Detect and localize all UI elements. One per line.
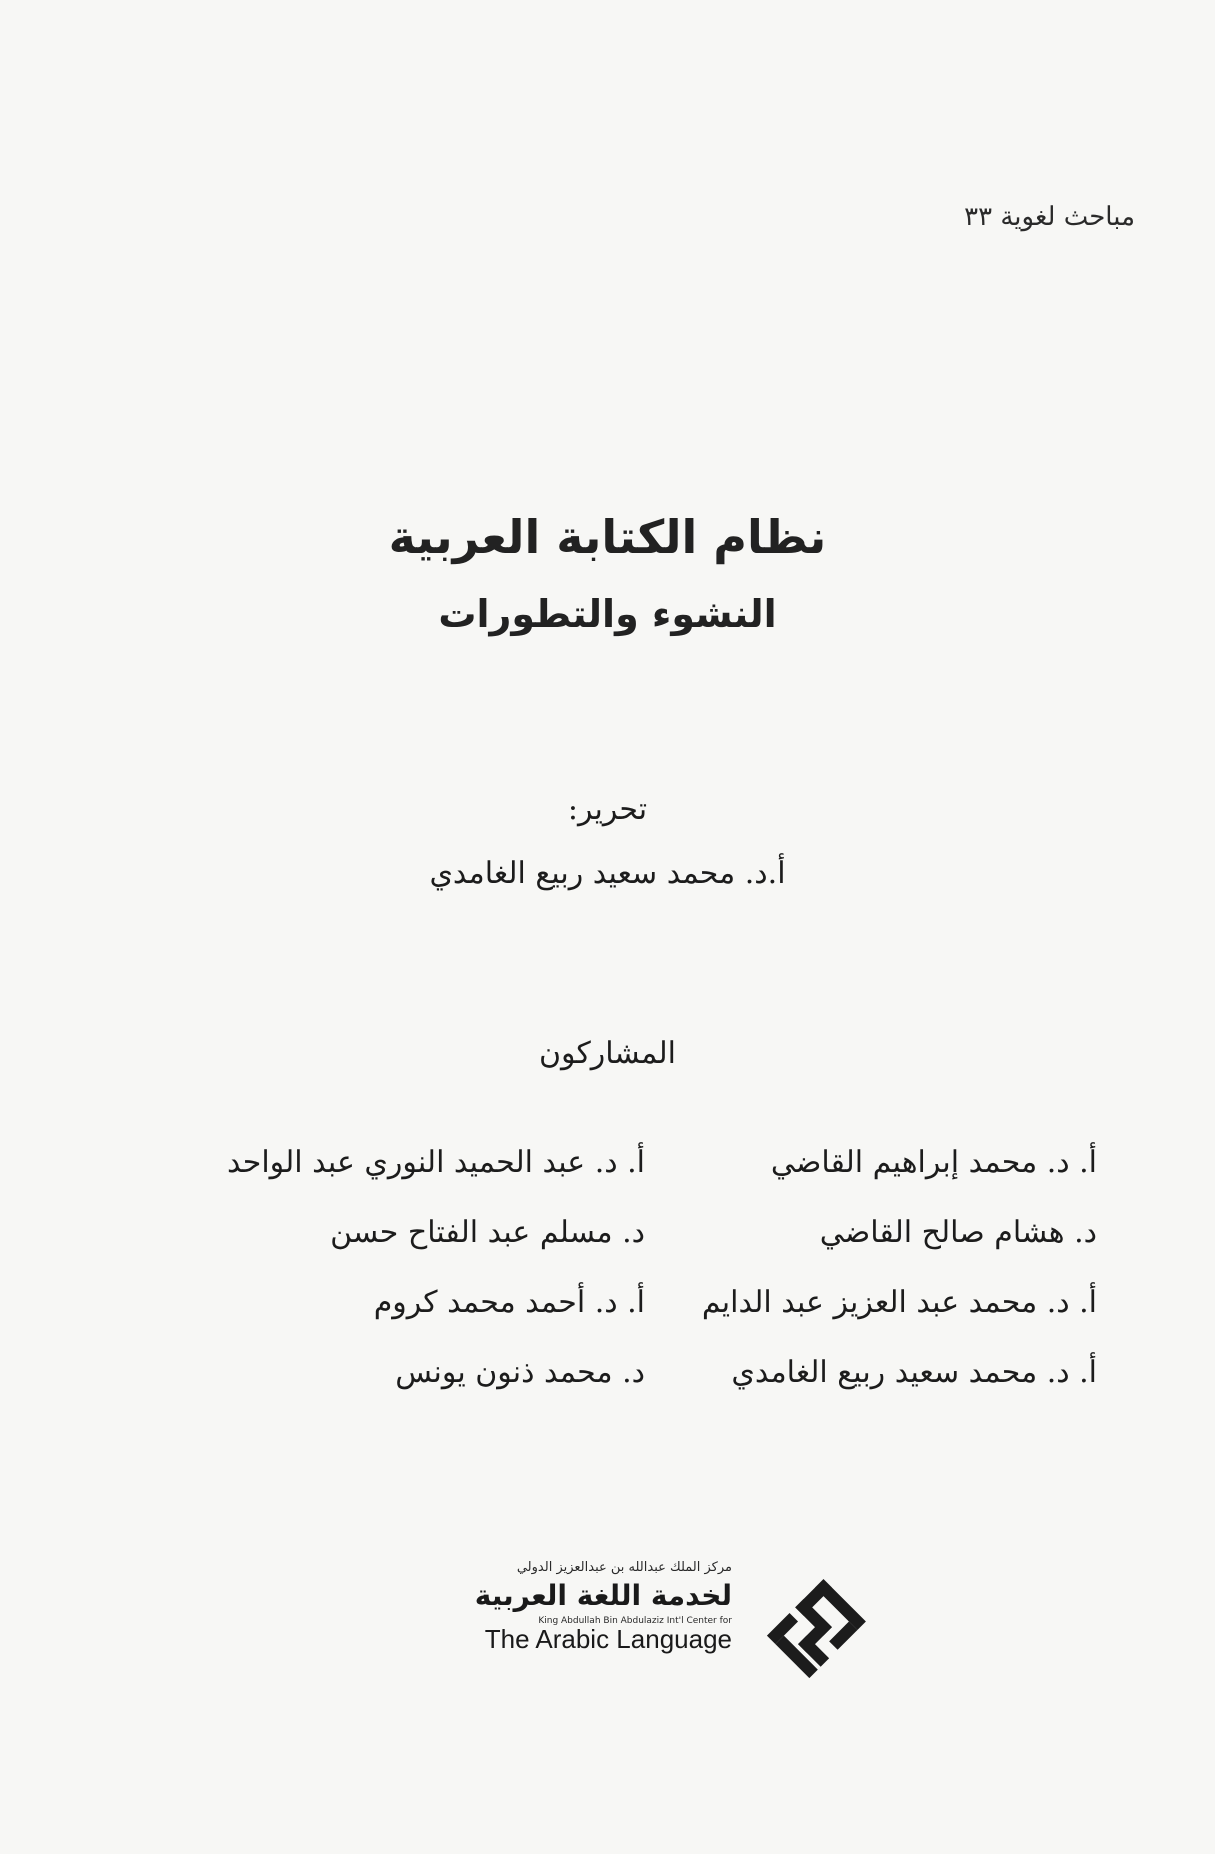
participant-name: أ. د. محمد إبراهيم القاضي [770,1145,1097,1180]
book-subtitle: النشوء والتطورات [438,592,777,636]
participant-name: أ. د. محمد عبد العزيز عبد الدايم [701,1285,1097,1320]
participants-right-column [677,1128,1097,1408]
publisher-line-4: The Arabic Language [484,1624,732,1654]
participant-name: د. محمد ذنون يونس [395,1355,645,1390]
participant-name: د. هشام صالح القاضي [819,1215,1097,1250]
publisher-line-1: مركز الملك عبدالله بن عبدالعزيز الدولي [516,1560,732,1575]
publisher-logo [474,1560,880,1690]
participants-left-column [175,1128,645,1408]
editor-name: أ.د. محمد سعيد ربيع الغامدي [429,856,786,891]
participant-name: أ. د. محمد سعيد ربيع الغامدي [731,1355,1097,1390]
book-title: نظام الكتابة العربية [388,510,827,564]
publisher-line-2: لخدمة اللغة العربية [474,1579,732,1612]
calligraphic-logo-icon [750,1570,880,1690]
participant-name: أ. د. أحمد محمد كروم [373,1285,645,1320]
publisher-text [472,1560,732,1655]
publisher-line-3: King Abdullah Bin Abdulaziz Int'l Center for [538,1616,732,1626]
participant-name: أ. د. عبد الحميد النوري عبد الواحد [227,1145,645,1180]
participants-label: المشاركون [538,1036,677,1071]
participant-name: د. مسلم عبد الفتاح حسن [330,1215,645,1250]
series-label: مباحث لغوية ٣٣ [964,202,1135,232]
editor-label: تحرير: [567,792,648,827]
